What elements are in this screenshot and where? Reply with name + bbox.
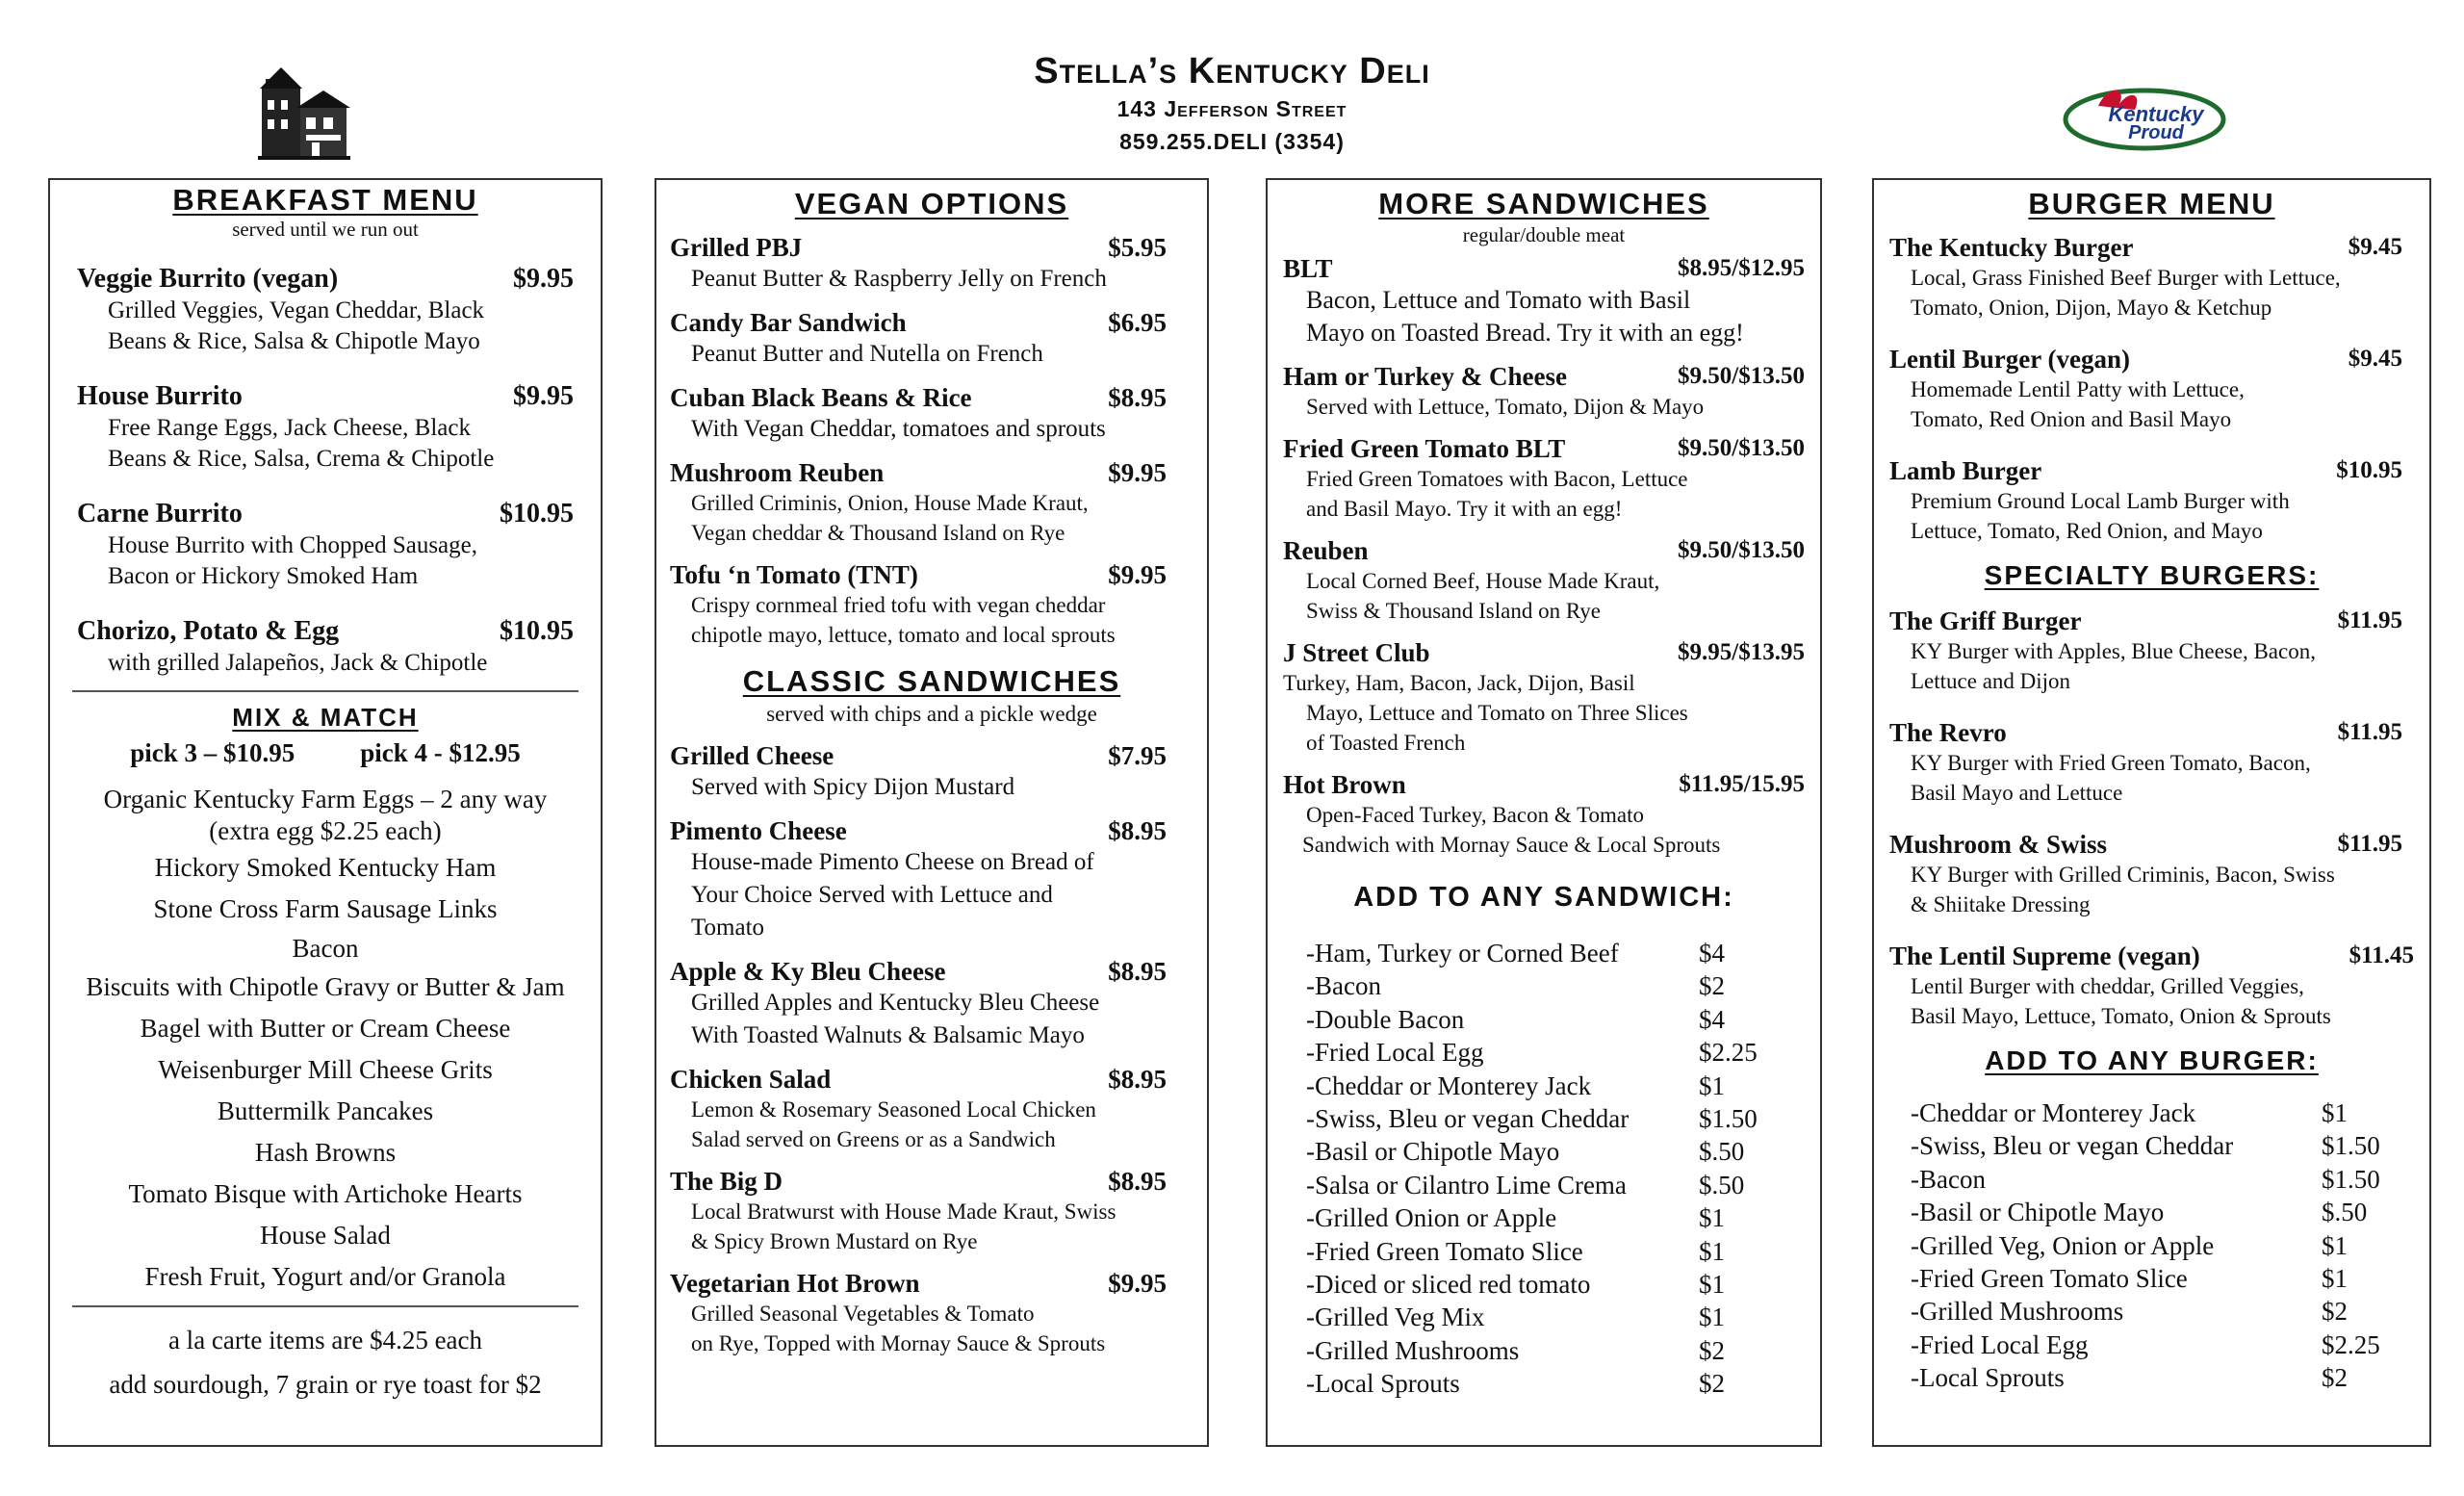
item-desc: & Spicy Brown Mustard on Rye	[691, 1229, 978, 1253]
item-price: $9.50/$13.50	[1678, 363, 1805, 389]
item-desc: with grilled Jalapeños, Jack & Chipotle	[108, 650, 488, 676]
item-desc: With Toasted Walnuts & Balsamic Mayo	[691, 1022, 1085, 1048]
addon-name: -Grilled Veg Mix	[1306, 1303, 1485, 1332]
pick-3-price: pick 3 – $10.95	[130, 738, 295, 767]
item-desc: Peanut Butter and Nutella on French	[691, 341, 1043, 367]
specialty-burgers-title: SPECIALTY BURGERS:	[1984, 560, 2320, 590]
menu-item	[77, 263, 574, 357]
menu-item	[670, 559, 1194, 650]
item-name: Carne Burrito	[77, 499, 243, 529]
addon-row	[1306, 1201, 1778, 1234]
item-desc: Turkey, Ham, Bacon, Jack, Dijon, Basil	[1283, 671, 1635, 695]
addon-name: -Diced or sliced red tomato	[1306, 1270, 1591, 1300]
addon-price: $.50	[2322, 1198, 2368, 1227]
menu-item	[77, 615, 574, 679]
item-name: Grilled Cheese	[670, 741, 834, 770]
addon-row	[1306, 1367, 1778, 1400]
restaurant-name: Stella’s Kentucky Deli	[1034, 51, 1430, 91]
item-name: The Griff Burger	[1889, 606, 2082, 635]
classic-items	[670, 740, 1194, 1358]
menu-item	[670, 1064, 1194, 1154]
specialty-burger-items	[1889, 606, 2414, 1031]
addon-price: $2	[1699, 1369, 1725, 1399]
item-price: $11.95	[2337, 607, 2402, 633]
addon-price: $1	[1699, 1270, 1725, 1300]
addon-row	[1911, 1196, 2400, 1228]
item-desc: House-made Pimento Cheese on Bread of	[691, 849, 1094, 875]
list-item: Organic Kentucky Farm Eggs – 2 any way	[103, 785, 548, 813]
menu-item	[670, 232, 1194, 296]
addon-row	[1306, 1334, 1778, 1367]
vegan-title: VEGAN OPTIONS	[794, 187, 1069, 220]
addon-price: $2.25	[2322, 1329, 2380, 1359]
mix-match-prices	[69, 736, 581, 769]
item-price: $8.95/$12.95	[1678, 255, 1805, 281]
item-name: Pimento Cheese	[670, 816, 847, 845]
addon-row	[1911, 1328, 2400, 1361]
addon-name: -Grilled Mushrooms	[1306, 1335, 1520, 1365]
addon-name: -Grilled Veg, Onion or Apple	[1911, 1230, 2215, 1260]
menu-item	[670, 382, 1194, 446]
menu-item	[670, 1166, 1194, 1256]
item-desc: Premium Ground Local Lamb Burger with	[1911, 489, 2290, 513]
item-desc: Local Corned Beef, House Made Kraut,	[1306, 569, 1660, 593]
addon-price: $.50	[1699, 1137, 1745, 1167]
breakfast-panel	[48, 178, 603, 1447]
addon-name: -Local Sprouts	[1911, 1363, 2065, 1393]
menu-item	[77, 380, 574, 475]
item-price: $6.95	[1108, 308, 1167, 337]
item-price: $10.95	[500, 499, 574, 529]
item-name: The Big D	[670, 1167, 783, 1196]
item-price: $7.95	[1108, 741, 1167, 770]
menu-item	[1889, 606, 2414, 696]
list-item: Hash Browns	[254, 1138, 397, 1167]
item-price: $11.95/15.95	[1679, 771, 1805, 797]
item-desc: Your Choice Served with Lettuce and	[691, 882, 1053, 908]
addon-row	[1306, 937, 1778, 969]
addon-name: -Fried Local Egg	[1306, 1038, 1484, 1068]
item-name: Cuban Black Beans & Rice	[670, 383, 972, 412]
item-price: $8.95	[1108, 957, 1167, 986]
item-desc: Bacon, Lettuce and Tomato with Basil	[1306, 286, 1691, 314]
menu-item	[670, 956, 1194, 1052]
item-desc: Peanut Butter & Raspberry Jelly on French	[691, 266, 1107, 292]
breakfast-subtitle: served until we run out	[232, 218, 419, 241]
addon-row	[1306, 1102, 1778, 1135]
item-desc: Homemade Lentil Patty with Lettuce,	[1911, 377, 2245, 401]
burger-addons	[1889, 1096, 2414, 1395]
list-item: Bagel with Butter or Cream Cheese	[140, 1014, 511, 1043]
item-price: $8.95	[1108, 383, 1167, 412]
item-name: Apple & Ky Bleu Cheese	[670, 957, 946, 986]
item-desc: and Basil Mayo. Try it with an egg!	[1306, 497, 1623, 521]
addon-name: -Local Sprouts	[1306, 1369, 1460, 1399]
item-price: $9.95/$13.95	[1678, 639, 1805, 665]
more-sandwiches-panel	[1266, 178, 1822, 1447]
logo-text-kentucky: Kentucky	[2108, 102, 2204, 126]
sandwich-addons	[1283, 937, 1805, 1401]
item-name: Chorizo, Potato & Egg	[77, 616, 340, 646]
addon-row	[1306, 1301, 1778, 1333]
item-price: $9.45	[2348, 234, 2402, 260]
menu-item	[1283, 433, 1805, 524]
addon-row	[1911, 1129, 2400, 1162]
item-price: $10.95	[500, 616, 574, 646]
addon-name: -Grilled Onion or Apple	[1306, 1203, 1557, 1233]
item-price: $9.95	[513, 381, 574, 411]
addon-name: -Fried Green Tomato Slice	[1911, 1264, 2188, 1294]
addon-name: -Bacon	[1911, 1164, 1986, 1194]
item-name: Grilled PBJ	[670, 233, 803, 262]
addon-name: -Fried Green Tomato Slice	[1306, 1236, 1583, 1266]
divider	[72, 690, 578, 692]
burger-items	[1889, 232, 2414, 546]
item-desc: of Toasted French	[1306, 731, 1466, 755]
menu-item	[1889, 829, 2414, 919]
restaurant-phone: 859.255.DELI (3354)	[1119, 129, 1345, 154]
item-desc: House Burrito with Chopped Sausage,	[108, 532, 477, 558]
item-desc: KY Burger with Fried Green Tomato, Bacon,	[1911, 751, 2311, 775]
item-price: $8.95	[1108, 1065, 1167, 1094]
burger-panel	[1872, 178, 2431, 1447]
addon-name: -Grilled Mushrooms	[1911, 1297, 2124, 1327]
addon-row	[1911, 1229, 2400, 1262]
logo-text-proud: Proud	[2128, 122, 2184, 143]
list-item: Fresh Fruit, Yogurt and/or Granola	[144, 1262, 506, 1291]
divider	[72, 1305, 578, 1307]
list-item: Weisenburger Mill Cheese Grits	[158, 1055, 493, 1084]
more-sandwiches-title: MORE SANDWICHES	[1378, 187, 1709, 220]
addon-price: $2	[2322, 1363, 2348, 1393]
item-name: Vegetarian Hot Brown	[670, 1269, 920, 1298]
item-name: Veggie Burrito (vegan)	[77, 264, 339, 294]
item-desc: Bacon or Hickory Smoked Ham	[108, 563, 419, 589]
item-name: House Burrito	[77, 381, 243, 411]
item-desc: Lentil Burger with cheddar, Grilled Veggies,	[1911, 974, 2304, 998]
menu-item	[1283, 535, 1805, 626]
item-desc: Lemon & Rosemary Seasoned Local Chicken	[691, 1097, 1096, 1122]
item-desc: Salad served on Greens or as a Sandwich	[691, 1127, 1056, 1151]
item-name: Lamb Burger	[1889, 456, 2042, 485]
addon-name: -Cheddar or Monterey Jack	[1911, 1098, 2196, 1127]
item-price: $9.95	[513, 264, 574, 294]
menu-item	[1889, 455, 2414, 546]
addon-price: $1.50	[2322, 1164, 2380, 1194]
item-name: Chicken Salad	[670, 1065, 832, 1094]
item-desc: Crispy cornmeal fried tofu with vegan cheddar	[691, 593, 1106, 617]
addon-row	[1911, 1361, 2400, 1394]
menu-item	[670, 307, 1194, 371]
addon-row	[1911, 1295, 2400, 1328]
addon-name: -Cheddar or Monterey Jack	[1306, 1070, 1592, 1100]
item-desc: KY Burger with Apples, Blue Cheese, Bacon,	[1911, 639, 2316, 663]
menu-item	[1283, 769, 1805, 860]
addon-row	[1911, 1262, 2400, 1295]
item-desc: Basil Mayo and Lettuce	[1911, 781, 2123, 805]
mix-match-list	[69, 783, 581, 1298]
list-item: Hickory Smoked Kentucky Ham	[154, 853, 497, 882]
classic-title: CLASSIC SANDWICHES	[742, 664, 1121, 698]
breakfast-title: BREAKFAST MENU	[172, 183, 478, 217]
item-desc: Beans & Rice, Salsa, Crema & Chipotle	[108, 446, 495, 472]
more-sandwiches-subtitle: regular/double meat	[1462, 223, 1626, 246]
addon-price: $1	[1699, 1070, 1725, 1100]
addon-price: $2	[2322, 1297, 2348, 1327]
addon-name: -Basil or Chipotle Mayo	[1306, 1137, 1560, 1167]
item-desc: Grilled Apples and Kentucky Bleu Cheese	[691, 990, 1100, 1016]
item-desc: on Rye, Topped with Mornay Sauce & Sprouts	[691, 1331, 1106, 1355]
item-price: $8.95	[1108, 816, 1167, 845]
item-price: $5.95	[1108, 233, 1167, 262]
addon-price: $1	[1699, 1203, 1725, 1233]
item-name: Candy Bar Sandwich	[670, 308, 907, 337]
list-item: Tomato Bisque with Artichoke Hearts	[128, 1179, 523, 1208]
item-name: Ham or Turkey & Cheese	[1283, 362, 1567, 391]
addon-row	[1306, 1135, 1778, 1168]
menu-item	[1889, 941, 2414, 1031]
menu-item	[670, 740, 1194, 804]
menu-item	[670, 815, 1194, 944]
item-desc: Mayo, Lettuce and Tomato on Three Slices	[1306, 701, 1688, 725]
item-name: BLT	[1283, 254, 1333, 283]
add-to-sandwich-title: ADD TO ANY SANDWICH:	[1353, 882, 1734, 913]
pick-4-price: pick 4 - $12.95	[360, 738, 521, 767]
classic-subtitle: served with chips and a pickle wedge	[766, 702, 1097, 726]
addon-name: -Fried Local Egg	[1911, 1329, 2089, 1359]
addon-row	[1306, 1003, 1778, 1036]
breakfast-items	[69, 263, 581, 679]
list-item: Biscuits with Chipotle Gravy or Butter & Jam	[86, 972, 565, 1001]
addon-name: -Swiss, Bleu or vegan Cheddar	[1911, 1131, 2234, 1161]
addon-price: $.50	[1699, 1170, 1745, 1199]
item-desc: Lettuce and Dijon	[1911, 669, 2071, 693]
burger-title: BURGER MENU	[2028, 187, 2275, 220]
item-desc: With Vegan Cheddar, tomatoes and sprouts	[691, 416, 1106, 442]
item-price: $11.95	[2337, 831, 2402, 857]
menu-item	[1889, 344, 2414, 434]
item-price: $9.95	[1108, 560, 1167, 589]
addon-price: $2.25	[1699, 1038, 1758, 1068]
item-price: $10.95	[2336, 457, 2402, 483]
menu-item	[1889, 232, 2414, 322]
menu-item	[670, 457, 1194, 548]
item-desc: Tomato, Onion, Dijon, Mayo & Ketchup	[1911, 296, 2272, 320]
addon-name: -Swiss, Bleu or vegan Cheddar	[1306, 1104, 1630, 1134]
addon-price: $1	[2322, 1230, 2348, 1260]
addon-name: -Ham, Turkey or Corned Beef	[1306, 939, 1619, 967]
menu-item	[1889, 717, 2414, 808]
menu-item	[1283, 361, 1805, 422]
item-desc: Fried Green Tomatoes with Bacon, Lettuce	[1306, 467, 1688, 491]
item-desc: KY Burger with Grilled Criminis, Bacon, Swiss	[1911, 863, 2335, 887]
item-name: The Lentil Supreme (vegan)	[1889, 941, 2200, 970]
addon-price: $2	[1699, 1335, 1725, 1365]
item-desc: chipotle mayo, lettuce, tomato and local sprouts	[691, 623, 1116, 647]
menu-item	[77, 498, 574, 592]
addon-row	[1306, 1036, 1778, 1069]
item-desc: & Shiitake Dressing	[1911, 892, 2091, 916]
item-desc: Local, Grass Finished Beef Burger with Lettuce,	[1911, 266, 2341, 290]
kentucky-proud-logo	[2060, 77, 2233, 154]
addon-row	[1306, 1070, 1778, 1102]
item-desc: Free Range Eggs, Jack Cheese, Black	[108, 415, 471, 441]
vegan-items	[670, 232, 1194, 650]
add-to-burger-title: ADD TO ANY BURGER:	[1985, 1045, 2319, 1075]
restaurant-address: 143 Jefferson Street	[1116, 96, 1348, 121]
more-sandwich-items	[1283, 253, 1805, 860]
addon-row	[1306, 1268, 1778, 1301]
item-desc: Grilled Seasonal Vegetables & Tomato	[691, 1302, 1035, 1326]
list-item: Stone Cross Farm Sausage Links	[153, 894, 498, 923]
addon-price: $1	[1699, 1236, 1725, 1266]
item-price: $11.95	[2337, 719, 2402, 745]
list-item: House Salad	[260, 1221, 391, 1250]
list-item: Bacon	[292, 934, 359, 963]
item-desc: Tomato	[691, 915, 765, 941]
item-desc: Vegan cheddar & Thousand Island on Rye	[691, 521, 1065, 545]
addon-price: $1	[2322, 1264, 2348, 1294]
item-price: $9.95	[1108, 458, 1167, 487]
addon-name: -Salsa or Cilantro Lime Crema	[1306, 1170, 1627, 1199]
addon-price: $4	[1699, 1004, 1725, 1034]
item-desc: Grilled Criminis, Onion, House Made Kraut,	[691, 491, 1089, 515]
item-price: $9.50/$13.50	[1678, 435, 1805, 461]
item-price: $9.50/$13.50	[1678, 537, 1805, 563]
item-name: Tofu ‘n Tomato (TNT)	[670, 560, 918, 589]
item-desc: Swiss & Thousand Island on Rye	[1306, 599, 1601, 623]
item-name: The Kentucky Burger	[1889, 233, 2134, 262]
menu-item	[1283, 253, 1805, 349]
item-desc: Mayo on Toasted Bread. Try it with an egg!	[1306, 319, 1744, 347]
item-price: $11.45	[2348, 942, 2414, 968]
item-desc: Grilled Veggies, Vegan Cheddar, Black	[108, 297, 485, 323]
item-price: $9.95	[1108, 1269, 1167, 1298]
addon-price: $1.50	[1699, 1104, 1758, 1134]
item-price: $9.45	[2348, 346, 2402, 372]
item-name: J Street Club	[1283, 638, 1430, 667]
item-name: Reuben	[1283, 536, 1369, 565]
addon-name: -Basil or Chipotle Mayo	[1911, 1198, 2165, 1227]
item-desc: Served with Lettuce, Tomato, Dijon & Mayo	[1306, 395, 1705, 419]
item-name: Mushroom Reuben	[670, 458, 885, 487]
vegan-classic-panel	[654, 178, 1209, 1447]
addon-row	[1306, 1169, 1778, 1201]
menu-item	[1283, 637, 1805, 758]
item-name: Mushroom & Swiss	[1889, 830, 2108, 859]
addon-price: $4	[1699, 939, 1725, 967]
item-desc: Basil Mayo, Lettuce, Tomato, Onion & Sprouts	[1911, 1004, 2331, 1028]
addon-price: $1	[1699, 1303, 1725, 1332]
addon-price: $1.50	[2322, 1131, 2380, 1161]
list-item: Buttermilk Pancakes	[217, 1096, 434, 1125]
addon-price: $2	[1699, 971, 1725, 1001]
item-desc: Local Bratwurst with House Made Kraut, Swiss	[691, 1199, 1116, 1224]
menu-item	[670, 1268, 1194, 1358]
addon-name: -Bacon	[1306, 971, 1381, 1001]
addon-row	[1911, 1096, 2400, 1129]
item-desc: Open-Faced Turkey, Bacon & Tomato	[1306, 803, 1645, 827]
item-name: Hot Brown	[1283, 770, 1406, 799]
addon-name: -Double Bacon	[1306, 1004, 1465, 1034]
item-price: $8.95	[1108, 1167, 1167, 1196]
addon-row	[1306, 1235, 1778, 1268]
item-desc: Served with Spicy Dijon Mustard	[691, 774, 1015, 800]
item-desc: Sandwich with Mornay Sauce & Local Sprouts	[1302, 833, 1721, 857]
toast-note: add sourdough, 7 grain or rye toast for $2	[109, 1370, 542, 1399]
mix-match-title: MIX & MATCH	[232, 703, 419, 732]
item-desc: Beans & Rice, Salsa & Chipotle Mayo	[108, 328, 480, 354]
a-la-carte-note: a la carte items are $4.25 each	[167, 1326, 483, 1354]
item-name: Fried Green Tomato BLT	[1283, 434, 1566, 463]
addon-row	[1306, 969, 1778, 1002]
item-desc: Lettuce, Tomato, Red Onion, and Mayo	[1911, 519, 2263, 543]
item-desc: Tomato, Red Onion and Basil Mayo	[1911, 407, 2232, 431]
item-name: The Revro	[1889, 718, 2007, 747]
addon-row	[1911, 1163, 2400, 1196]
item-name: Lentil Burger (vegan)	[1889, 345, 2130, 374]
addon-price: $1	[2322, 1098, 2348, 1127]
list-item: (extra egg $2.25 each)	[209, 816, 442, 845]
